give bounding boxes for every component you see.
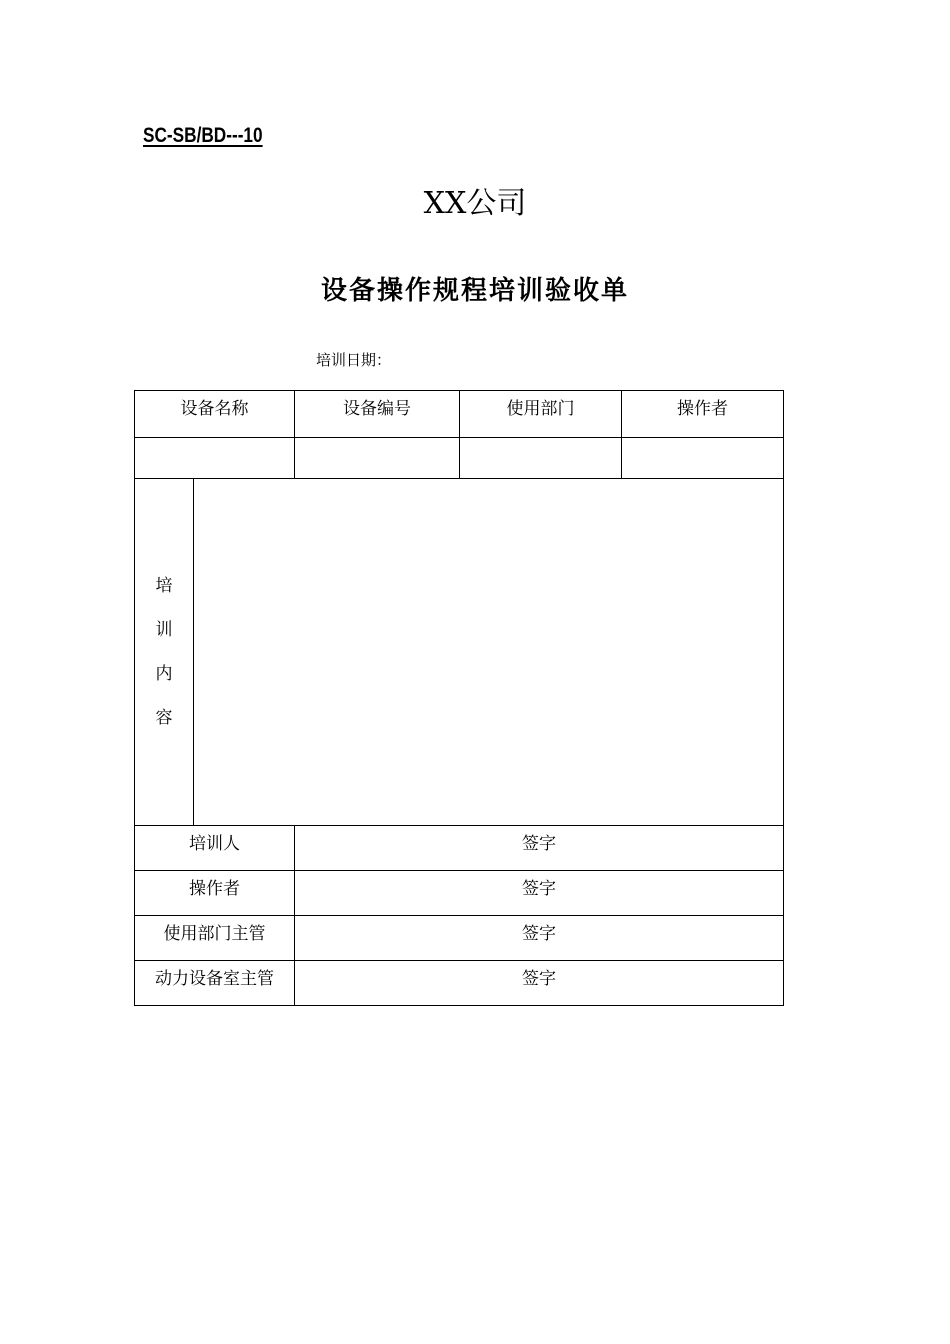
acceptance-form-table <box>134 390 784 1006</box>
signature-label: 签字 <box>522 834 556 854</box>
signature-field[interactable] <box>295 961 784 1006</box>
sign-row-department-head <box>135 916 784 961</box>
sign-label-text: 使用部门主管 <box>163 924 266 944</box>
column-label: 使用部门 <box>506 399 575 419</box>
training-date-label: 培训日期： <box>316 351 392 369</box>
header-cell-equipment-number <box>295 391 460 438</box>
sign-row-label <box>135 916 295 961</box>
equipment-number-field[interactable] <box>295 438 460 479</box>
signature-field[interactable] <box>295 826 784 871</box>
sign-row-label <box>135 826 295 871</box>
company-name: XX公司 <box>423 186 527 221</box>
label-char: 训 <box>155 620 173 640</box>
sign-row-label <box>135 961 295 1006</box>
training-content-field[interactable] <box>194 479 784 826</box>
signature-label: 签字 <box>522 924 556 944</box>
sign-row-trainer <box>135 826 784 871</box>
header-cell-equipment-name <box>135 391 295 438</box>
signature-field[interactable] <box>295 916 784 961</box>
column-label: 设备编号 <box>343 399 411 419</box>
document-code: SC-SB/BD---10 <box>143 124 263 147</box>
header-cell-department <box>460 391 622 438</box>
column-label: 设备名称 <box>180 399 249 419</box>
equipment-name-field[interactable] <box>135 438 295 479</box>
signature-field[interactable] <box>295 871 784 916</box>
fill-in-row <box>135 438 784 479</box>
training-content-label <box>135 479 194 826</box>
training-content-row <box>135 479 784 826</box>
header-cell-operator <box>622 391 784 438</box>
label-char: 培 <box>155 576 173 596</box>
header-row <box>135 391 784 438</box>
department-field[interactable] <box>460 438 622 479</box>
sign-row-label <box>135 871 295 916</box>
sign-label-text: 动力设备室主管 <box>155 969 274 989</box>
signature-label: 签字 <box>522 969 556 989</box>
label-char: 容 <box>155 708 173 728</box>
sign-label-text: 培训人 <box>189 834 240 854</box>
label-char: 内 <box>155 664 173 684</box>
signature-label: 签字 <box>522 879 556 899</box>
column-label: 操作者 <box>677 399 728 419</box>
operator-field[interactable] <box>622 438 784 479</box>
form-title: 设备操作规程培训验收单 <box>320 276 629 306</box>
sign-label-text: 操作者 <box>189 879 240 899</box>
sign-row-operator <box>135 871 784 916</box>
sign-row-power-equipment-head <box>135 961 784 1006</box>
